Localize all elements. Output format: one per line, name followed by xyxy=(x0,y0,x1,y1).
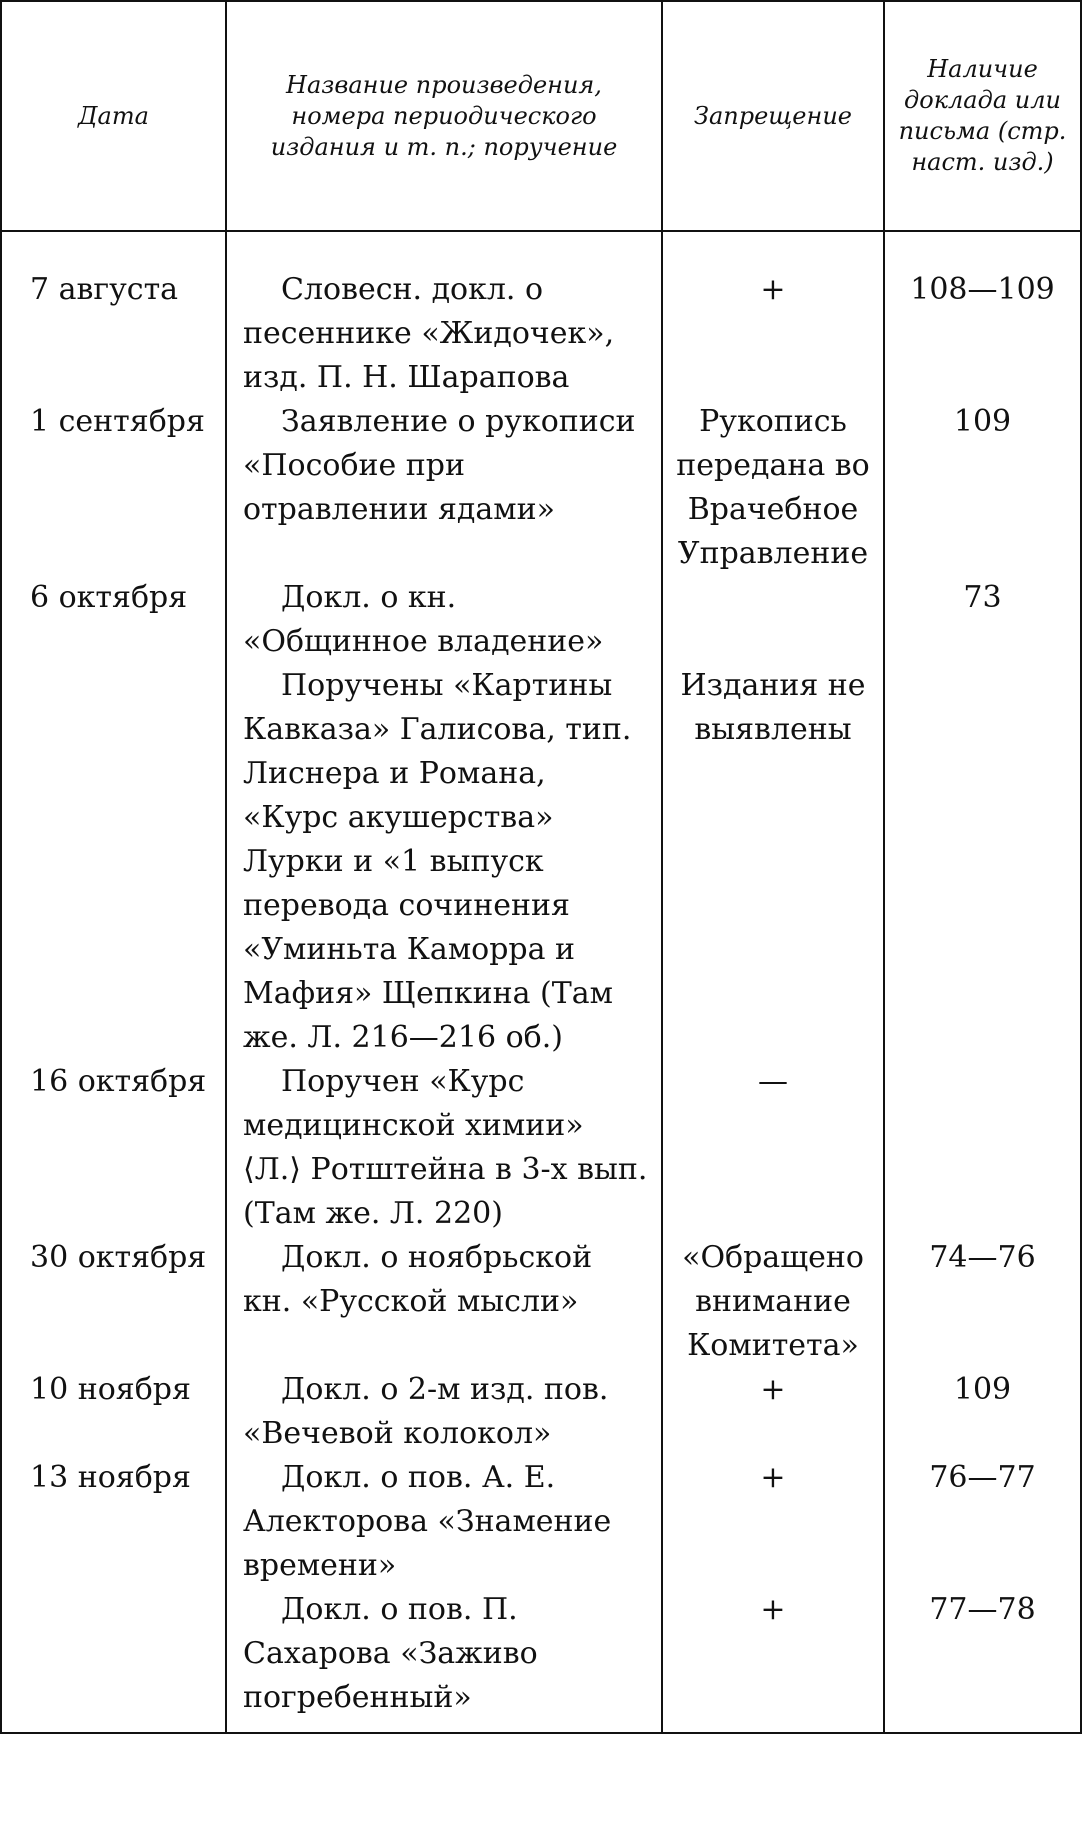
row-title-text: Докл. о ноябрьской кн. «Русской мысли» xyxy=(243,1240,593,1319)
row-title-text: Поручены «Картины Кавказа» Галисова, тип. Лиснера и Романа, «Курс акушерства» Лурки и «1 выпуск перевода сочинения «Уминьта Каморра и Мафия» Щепкина (Там же. Л. 216—216 об.) xyxy=(243,668,632,1055)
row-ban: + xyxy=(662,231,884,400)
row-title-text: Докл. о пов. П. Сахарова «Заживо погребенный» xyxy=(243,1592,538,1715)
row-report: 76—77 xyxy=(884,1456,1081,1588)
row-ban: + xyxy=(662,1588,884,1733)
table-row xyxy=(1,1236,1081,1368)
row-date: 10 ноября xyxy=(1,1368,226,1456)
table-header-row xyxy=(1,1,1081,231)
row-title xyxy=(226,400,662,576)
row-title xyxy=(226,1236,662,1368)
row-date xyxy=(1,1588,226,1733)
row-title xyxy=(226,231,662,400)
row-ban: «Обращено внимание Комитета» xyxy=(662,1236,884,1368)
row-ban xyxy=(662,576,884,664)
table-row xyxy=(1,1368,1081,1456)
row-title-text: Словесн. докл. о песеннике «Жидочек», изд. П. Н. Шарапова xyxy=(243,272,615,395)
row-date: 16 октября xyxy=(1,1060,226,1236)
row-title xyxy=(226,576,662,664)
header-ban: Запрещение xyxy=(662,1,884,231)
table-row xyxy=(1,231,1081,400)
row-title-text: Докл. о кн. «Общинное владение» xyxy=(243,580,604,659)
row-date: 7 августа xyxy=(1,231,226,400)
table-row xyxy=(1,1456,1081,1588)
header-report: Наличие доклада или письма (стр. наст. изд.) xyxy=(884,1,1081,231)
table-row xyxy=(1,1588,1081,1733)
row-report: 73 xyxy=(884,576,1081,664)
table-row xyxy=(1,1060,1081,1236)
row-report xyxy=(884,664,1081,1060)
row-report: 109 xyxy=(884,1368,1081,1456)
row-title xyxy=(226,1368,662,1456)
row-ban: + xyxy=(662,1456,884,1588)
row-title-text: Докл. о 2-м изд. пов. «Вечевой колокол» xyxy=(243,1372,609,1451)
row-ban: Издания не выявлены xyxy=(662,664,884,1060)
row-date: 30 октября xyxy=(1,1236,226,1368)
row-report: 77—78 xyxy=(884,1588,1081,1733)
header-date: Дата xyxy=(1,1,226,231)
row-date xyxy=(1,664,226,1060)
row-ban: Рукопись передана во Врачебное Управление xyxy=(662,400,884,576)
row-date: 6 октября xyxy=(1,576,226,664)
row-title-text: Заявление о рукописи «Пособие при отравлении ядами» xyxy=(243,404,636,527)
row-report: 108—109 xyxy=(884,231,1081,400)
row-title xyxy=(226,664,662,1060)
row-report: 74—76 xyxy=(884,1236,1081,1368)
row-ban: — xyxy=(662,1060,884,1236)
row-ban: + xyxy=(662,1368,884,1456)
row-title-text: Докл. о пов. А. Е. Алекторова «Знамение времени» xyxy=(243,1460,612,1583)
table-row xyxy=(1,664,1081,1060)
row-date: 1 сентября xyxy=(1,400,226,576)
row-title xyxy=(226,1588,662,1733)
table-row xyxy=(1,400,1081,576)
row-report xyxy=(884,1060,1081,1236)
table-row xyxy=(1,576,1081,664)
header-title: Название произведения, номера периодического издания и т. п.; поручение xyxy=(226,1,662,231)
row-report: 109 xyxy=(884,400,1081,576)
row-date: 13 ноября xyxy=(1,1456,226,1588)
row-title xyxy=(226,1456,662,1588)
row-title-text: Поручен «Курс медицинской химии» ⟨Л.⟩ Ротштейна в 3-х вып. (Там же. Л. 220) xyxy=(243,1064,648,1231)
row-title xyxy=(226,1060,662,1236)
